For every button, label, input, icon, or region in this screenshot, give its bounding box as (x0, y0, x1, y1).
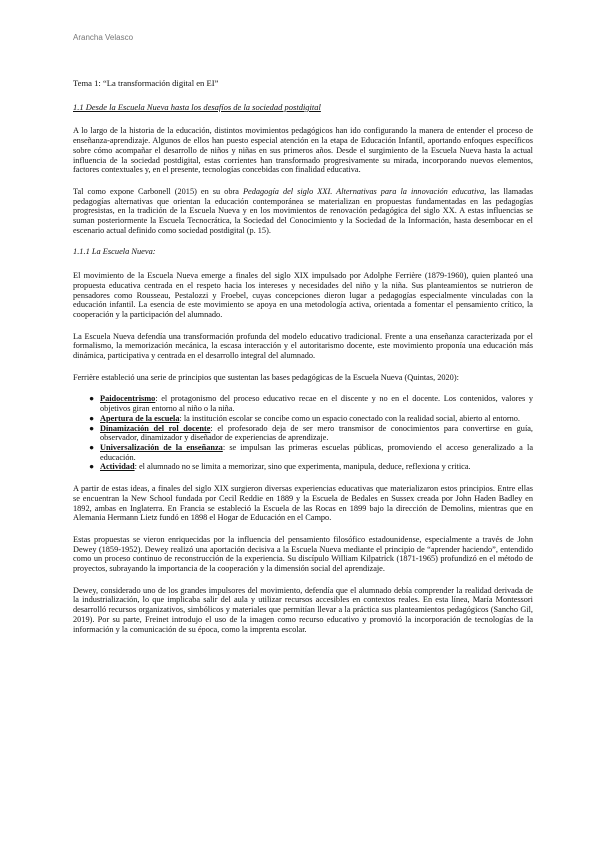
bullet-icon: ● (89, 394, 95, 404)
list-item-term: Universalización de la enseñanza (100, 442, 223, 452)
paragraph-3: El movimiento de la Escuela Nueva emerge a finales del siglo XIX impulsado por Adolphe Ferrière (1879-1960), quien planteó una propuesta educativa centrada en el respeto hacia los intereses y necesidades del niño y la niña. Sus planteamientos se nutrieron de pensadores como Rousseau, Pestalozzi y Froebel, cuyas concepciones dieron lugar a pedagogías especialmente vinculadas con la educación infantil. La esencia de este movimiento se apoya en una metodología activa, orientada a fomentar el pensamiento crítico, la cooperación y la participación del alumnado. (73, 271, 533, 319)
list-item-term: Paidocentrismo (100, 394, 156, 404)
bullet-icon: ● (89, 442, 95, 452)
paragraph-2 (73, 187, 533, 236)
paragraph-4: La Escuela Nueva defendía una transformación profunda del modelo educativo tradicional. Frente a una enseñanza caracterizada por el formalismo, la memorización mecánica, la escasa interacción y el autoritarismo docente, este movimiento proponía una educación más dinámica, participativa y centrada en el desarrollo integral del alumnado. (73, 331, 533, 361)
paragraph-7: Estas propuestas se vieron enriquecidas por la influencia del pensamiento filosófico estadounidense, especialmente a través de John Dewey (1859-1952). Dewey realizó una aportación decisiva a la Escuela Nueva mediante el principio de “aprender haciendo”, entendido como un proceso continuo de reconstrucción de la experiencia. Su discípulo William Kilpatrick (1871-1965) profundizó en el método de proyectos, subrayando la importancia de la cooperación y la dimensión social del aprendizaje. (73, 534, 533, 574)
list-item (73, 462, 533, 472)
paragraph-5: Ferrière estableció una serie de principios que sustentan las bases pedagógicas de la Escuela Nueva (Quintas, 2020): (73, 372, 459, 382)
paragraph-2-part-a: Tal como expone Carbonell (2015) en su obra (73, 186, 243, 196)
list-item-text: : la institución escolar se concibe como un espacio conectado con la realidad social, abierto al entorno. (179, 413, 521, 423)
list-item-term: Apertura de la escuela (100, 413, 180, 423)
bullet-icon: ● (89, 413, 95, 423)
paragraph-2-book-title: Pedagogía del siglo XXI. Alternativas para la innovación educativa (242, 186, 485, 196)
list-item (73, 424, 533, 443)
list-item (73, 414, 533, 424)
document-body (73, 79, 533, 646)
bullet-icon: ● (89, 462, 95, 472)
page-header-author: Arancha Velasco (73, 33, 134, 42)
paragraph-1: A lo largo de la historia de la educación, distintos movimientos pedagógicos han ido configurando la manera de entender el proceso de enseñanza-aprendizaje. Algunos de ellos han puesto especial atención en la etapa de Educación Infantil, aportando enfoques específicos sobre cómo acompañar el desarrollo de niños y niñas en sus primeros años. Desde el surgimiento de la Escuela Nueva hasta la actual influencia de la sociedad postdigital, estas corrientes han transformado progresivamente su mirada, incorporando nuevos elementos, factores contextuales y, en el presente, tecnologías concebidas con finalidad educativa. (73, 126, 533, 175)
document-title: Tema 1: “La transformación digital en EI” (73, 78, 219, 88)
paragraph-8: Dewey, considerado uno de los grandes impulsores del movimiento, defendía que el alumnado debía comprender la realidad derivada de la industrialización, lo que implicaba salir del aula y utilizar recursos accesibles en contextos reales. En esta línea, María Montessori desarrolló recursos organizativos, simbólicos y materiales que permitían llevar a la práctica sus planteamientos pedagógicos (Sancho Gil, 2019). Por su parte, Freinet introdujo el uso de la imagen como recurso educativo y promovió la incorporación de tecnologías de la información y la comunicación de su época, como la imprenta escolar. (73, 585, 533, 634)
paragraph-2-part-c: , las llamadas pedagogías alternativas que orientan la educación contemporánea se materializan en propuestas fundamentadas en las pedagogías progresistas, en la tradición de la Escuela Nueva y en los movimientos de renovación pedagógica del siglo XX. A estas influencias se suman posteriormente la Escuela Tecnocrática, la Sociedad del Conocimiento y la Sociedad de la Información, hasta desembocar en el escenario actual definido como sociedad postdigital (p. 15). (73, 186, 533, 235)
list-item-text: : el alumnado no se limita a memorizar, sino que experimenta, manipula, deduce, reflexiona y critica. (134, 462, 471, 472)
subsection-heading: 1.1.1 La Escuela Nueva: (73, 247, 156, 257)
list-item-text: : el protagonismo del proceso educativo recae en el discente y no en el docente. Los contenidos, valores y objetivos giran entorno al niño o la niña. (100, 394, 533, 414)
list-item-text: : se impulsan las primeras escuelas públicas, promoviendo el acceso generalizado a la educación. (100, 442, 533, 462)
list-item (73, 394, 533, 413)
list-item-term: Dinamización del rol docente (100, 423, 211, 433)
principles-list (73, 394, 533, 472)
list-item-text: : el profesorado deja de ser mero transmisor de conocimientos para convertirse en guía, observador, dinamizador y diseñador de experiencias de aprendizaje. (100, 423, 533, 443)
paragraph-6: A partir de estas ideas, a finales del siglo XIX surgieron diversas experiencias educativas que materializaron estos principios. Entre ellas se encuentran la New School fundada por Cecil Reddie en 1889 y la Escuela de Bedales en Sussex creada por John Haden Badley en 1892, ambas en Inglaterra. En Francia se estableció la Escuela de las Rocas en 1899 bajo la dirección de Demolins, mientras que en Alemania Hermann Lietz fundó en 1898 el Hogar de Educación en el Campo. (73, 484, 533, 523)
list-item (73, 443, 533, 462)
section-heading: 1.1 Desde la Escuela Nueva hasta los desafíos de la sociedad postdigital (73, 101, 321, 112)
list-item-term: Actividad (100, 462, 135, 472)
bullet-icon: ● (89, 423, 95, 433)
